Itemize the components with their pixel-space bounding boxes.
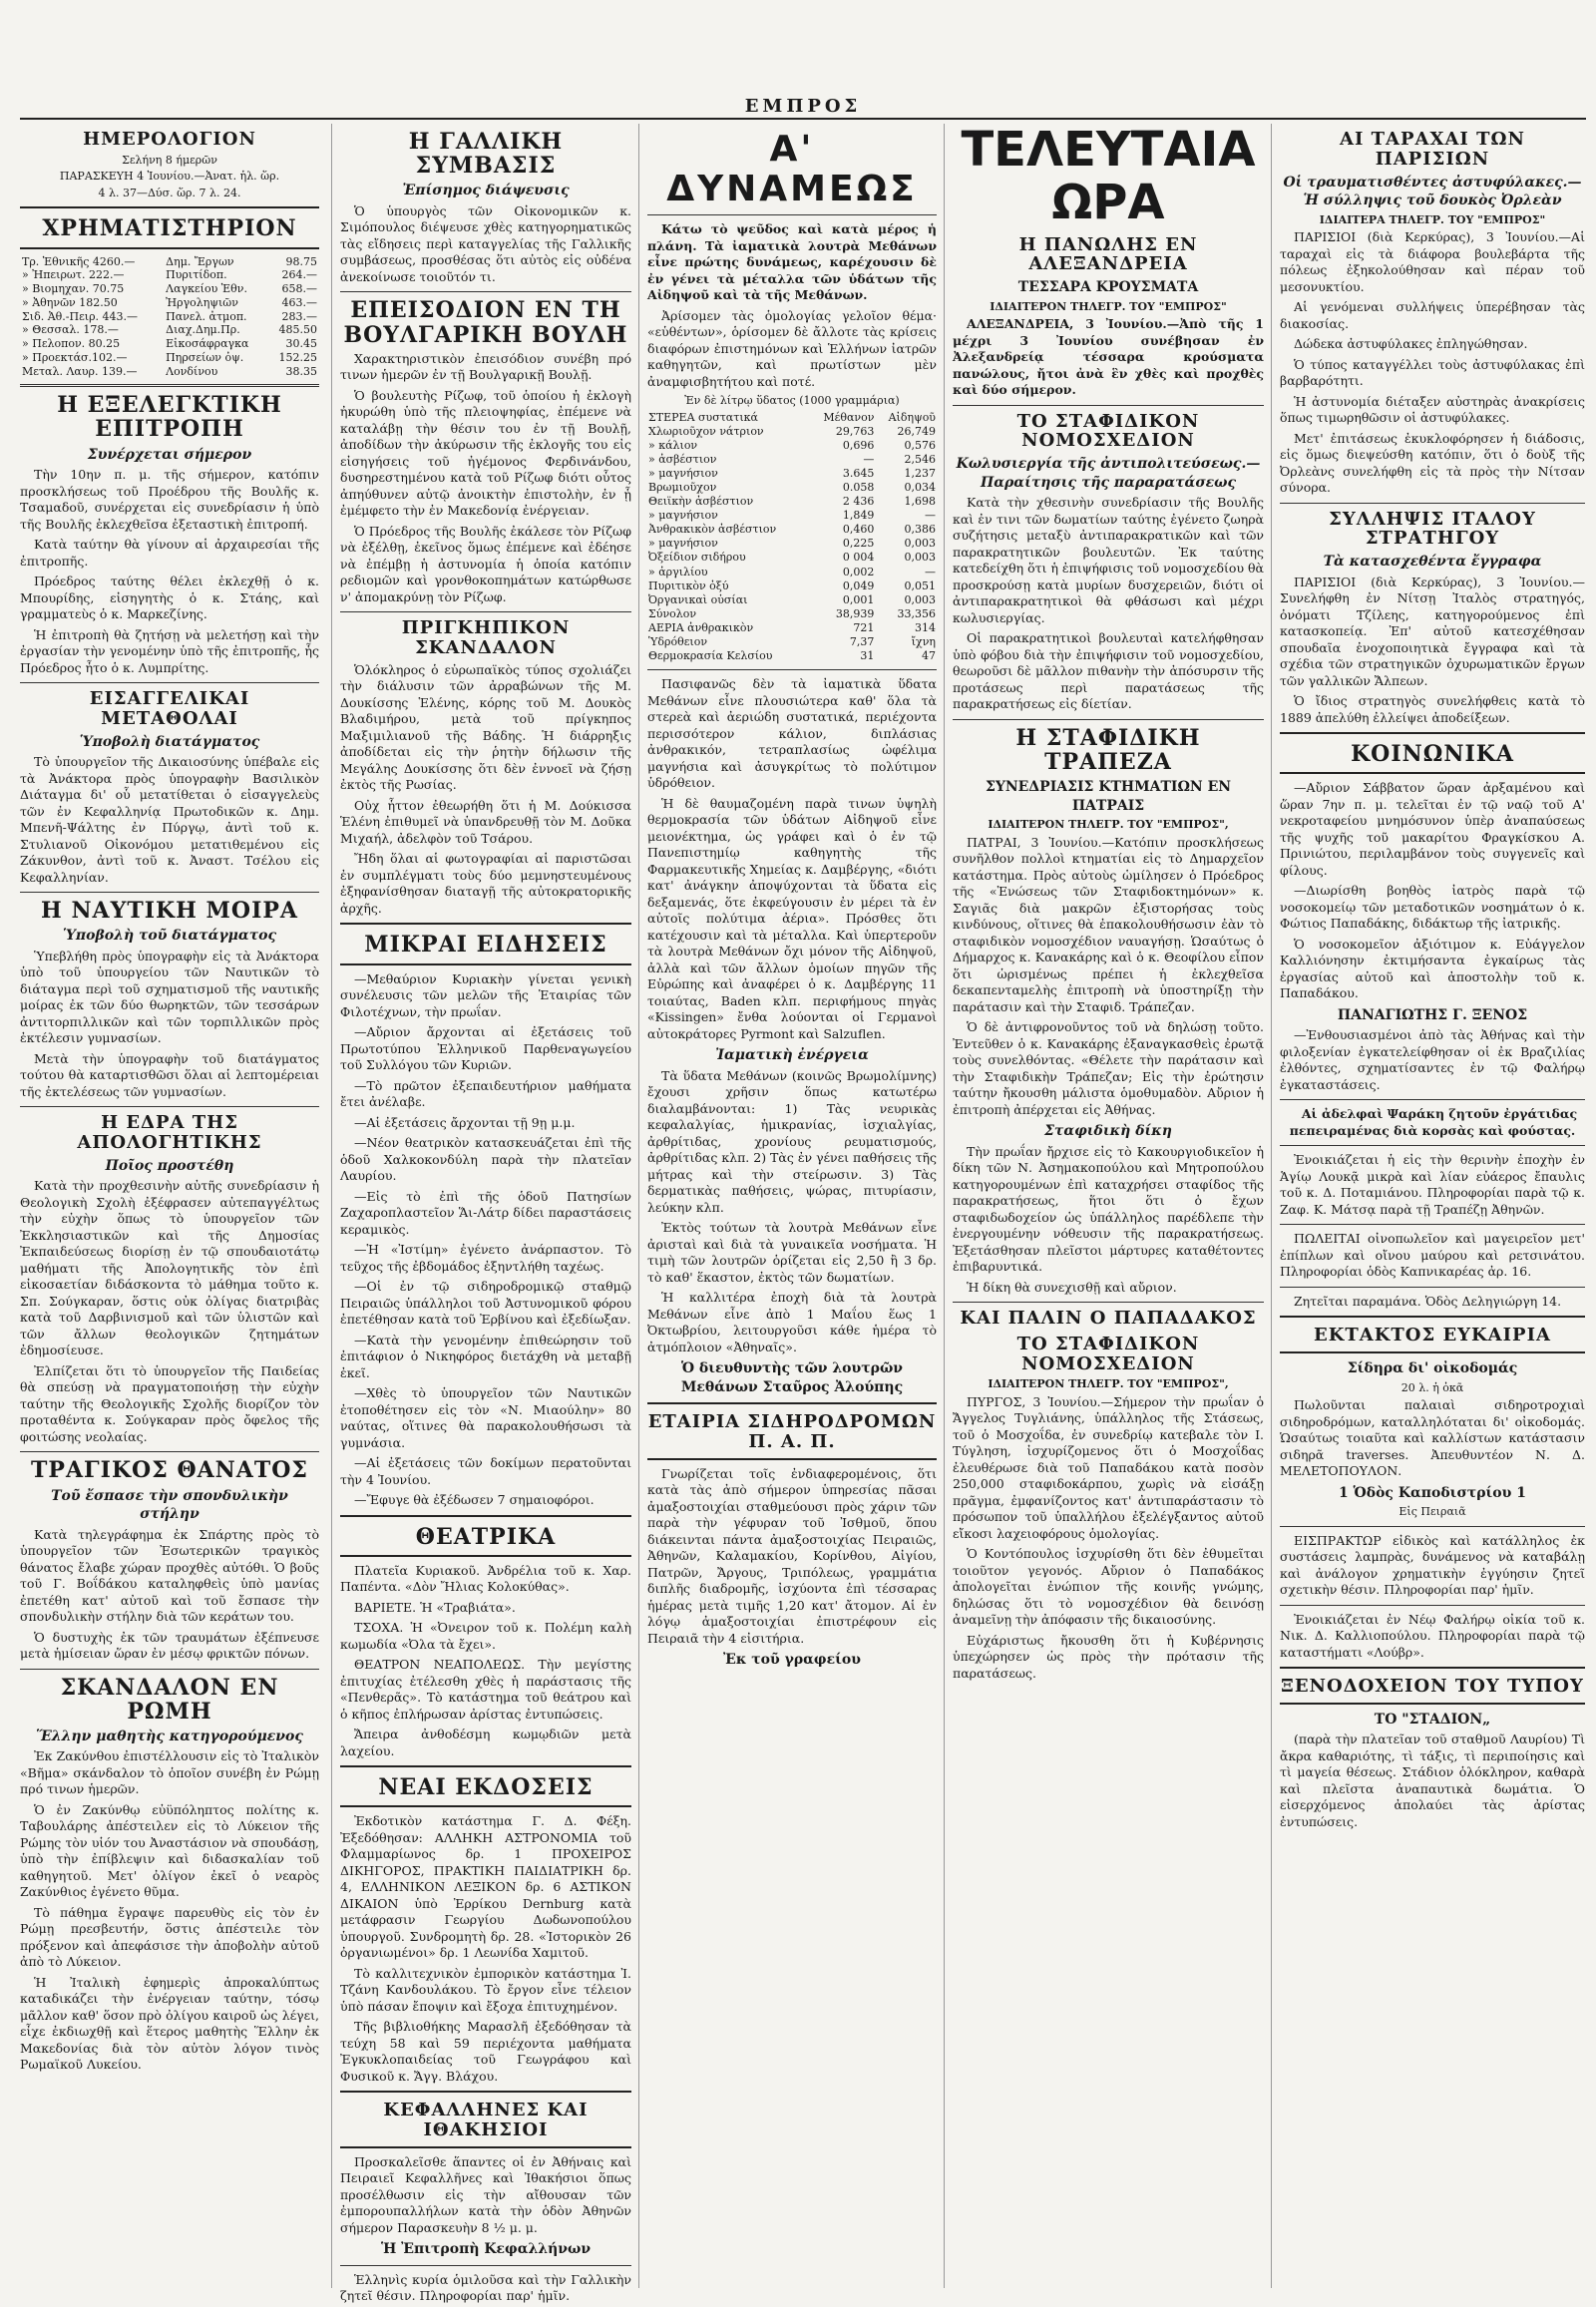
chem-cell: 0.058: [842, 481, 875, 495]
paragraph: Μετ' ἐπιτάσεως ἐκυκλοφόρησεν ἡ διάδοσις, εἰς ὅμως διεψεύσθη κατόπιν, ὅτι ὁ δοὺξ τῆς Ὀρλεὰνς συνελήφθη εἰς τὰ πρὸς τὴν Νίτσαν σύνορα.: [1280, 430, 1585, 496]
epeisodion-title: ΕΠΕΙΣΟΔΙΟΝ ΕΝ ΤΗ ΒΟΥΛΓΑΡΙΚΗ ΒΟΥΛΗ: [343, 297, 628, 348]
news-item: —Εἰς τὸ ἐπὶ τῆς ὁδοῦ Πατησίων Ζαχαροπλαστεῖον Ἅι-Λάτρ δίδει παραστάσεις κεραμικὸς.: [340, 1188, 631, 1237]
hemerologion-line: ΠΑΡΑΣΚΕΥΗ 4 Ἰουνίου.—Ἀνατ. ἡλ. ὥρ.: [59, 170, 280, 184]
classified-ad: Πωλοῦνται παλαιαὶ σιδηροτροχιαὶ σιδηροδρόμων, καταλληλόταται δι' οἰκοδομάς. Ὡσαύτως τοιαῦτα καὶ καλλίστων κατάστασιν σιδηρᾶ traverses. Ἀπευθυντέον Ν. Δ. ΜΕΛΕΤΟΠΟΥΛΟΝ.: [1280, 1397, 1585, 1479]
market-row: [20, 337, 319, 351]
paragraph: Ἐκ Ζακύνθου ἐπιστέλλουσιν εἰς τὸ Ἰταλικὸν «Βῆμα» σκάνδαλον τὸ ὁποῖον συνέβη ἐν Ρώμῃ πρό τινων ἡμερῶν.: [20, 1748, 319, 1797]
news-item: —Νέον θεατρικὸν κατασκευάζεται ἐπὶ τῆς ὁδοῦ Χαλκοκονδύλη παρὰ τὴν πλατεῖαν Λαυρίου.: [340, 1135, 631, 1183]
paragraph: —Αὔριον Σάββατον ὥραν ἀρξαμένου καὶ ὥραν 7ην π. μ. τελεῖται ἐν τῷ ναῷ τοῦ Α' νεκροταφείου μνημόσυνον ὑπὲρ ἀναπαύσεως τῆς ψυχῆς τοῦ μακαρίτου Φραγκίσκου Α. Πρινιώτου, περιλαμβάνον τοὺς συγγενεῖς καὶ φίλους.: [1280, 780, 1585, 878]
paragraph: Τῆς βιβλιοθήκης Μαρασλῆ ἐξεδόθησαν τὰ τεύχη 58 καὶ 59 περιέχοντα μαθήματα Ἐγκυκλοπαιδείας τοῦ Γεωγράφου καὶ Φυσικοῦ κ. Ἄγγ. Βλάχου.: [340, 2019, 631, 2084]
chem-row: [647, 551, 937, 565]
chem-row: [647, 566, 937, 579]
chem-cell: ΣΤΕΡΕΑ συστατικά: [648, 410, 758, 424]
paragraph: Εὐχάριστως ἤκουσθη ὅτι ἡ Κυβέρνησις ὑπεχώρησεν ὡς πρὸς τὴν πρότασιν τῆς παρατάσεως.: [953, 1632, 1264, 1681]
paragraph: Ἄπειρα ἀνθοδέσμη κωμῳδιῶν μετὰ λαχείου.: [340, 1727, 631, 1758]
news-item: —Κατὰ τὴν γενομένην ἐπιθεώρησιν τοῦ ἐπιτάφιον ὁ Νικηφόρος διετάχθη νὰ μεταβῇ ἐκεῖ.: [340, 1332, 631, 1380]
eukairia-subtitle: Σίδηρα δι' οἰκοδομάς: [1347, 1360, 1518, 1377]
chem-cell: 2 436: [842, 495, 875, 509]
market-table: [20, 255, 319, 379]
market-row: [20, 296, 319, 310]
chem-cell: 0,696: [842, 438, 875, 452]
chem-cell: 0,001: [842, 592, 875, 606]
chem-cell: Σύνολον: [648, 606, 697, 620]
agency-line: ΙΔΙΑΙΤΕΡΟΝ ΤΗΛΕΓΡ. ΤΟΥ "ΕΜΠΡΟΣ",: [988, 818, 1229, 832]
chem-cell: 0,003: [904, 551, 936, 565]
paragraph: Τὴν πρωΐαν ἤρχισε εἰς τὸ Κακουργιοδικεῖον ἡ δίκη τῶν Ν. Ἀσημακοπούλου καὶ Μητροπούλου κατηγορουμένων ἐπὶ καταχρήσει σταφίδος τῆς παρακρατήσεως, ἥτοι ὅτι ὁ ἔχων σταφιδωδοχείον ὡς ὑπάλληλος παρέδλεπε τὴν ἐνεργουμένην νόθευσιν τῆς παρακρατήσεως. Ἐξετάσθησαν πλεῖστοι μάρτυρες καταθέτοντες ἐπιβαρυντικά.: [953, 1143, 1264, 1274]
trapeza-title: Η ΣΤΑΦΙΔΙΚΗ ΤΡΑΠΕΖΑ: [1015, 724, 1201, 775]
paragraph: Ὁ ὑπουργὸς τῶν Οἰκονομικῶν κ. Σιμόπουλος διέψευσε χθὲς κατηγορηματικῶς τὰς εἴδησεις περὶ καταγγελίας τῆς Γαλλικῆς συμβάσεως, προσθέσας ὅτι αὐτὸς εἰς οὐδένα ἀνεκοίνωσε τοιοῦτόν τι.: [340, 202, 631, 284]
chem-row: [647, 425, 937, 439]
adelfai-notice: Αἱ ἀδελφαὶ Ψαράκη ζητοῦν ἐργάτιδας πεπειραμένας διὰ κορσὰς καὶ φούστας.: [1289, 1106, 1578, 1138]
column-1: [20, 124, 327, 2288]
paragraph: Ὁ δὲ ἀντιφρονοῦντος τοῦ νὰ δηλώσῃ τοῦτο. Ἐντεῦθεν ὁ κ. Κανακάρης ἐξαναγκασθεὶς ἐρωτᾷ τοὺς συνελθόντας. «Θέλετε τὴν παράτασιν καὶ τὴν Σταφιδικὴν Τράπεζαν; Εἰς τὴν ἐρώτησιν ταύτην ἤκουσθη μάλιστα ὁμοθυμαδὸν. Αὔριον ἡ ἐπιτροπὴ ἀπέρχεται εἰς Ἀθήνας.: [953, 1019, 1264, 1117]
palin-title-2: ΤΟ ΣΤΑΦΙΔΙΚΟΝ ΝΟΜΟΣΧΕΔΙΟΝ: [1016, 1333, 1200, 1374]
agency-line: ΙΔΙΑΙΤΕΡΟΝ ΤΗΛΕΓΡ. ΤΟΥ "ΕΜΠΡΟΣ",: [988, 1377, 1229, 1391]
chem-row: [647, 621, 937, 635]
chem-cell: Ὀργανικαὶ οὐσίαι: [648, 592, 748, 606]
chem-cell: » μαγνήσιον: [648, 537, 718, 551]
paragraph: Ἡ καλλιτέρα ἐποχὴ διὰ τὰ λουτρὰ Μεθάνων εἶνε ἀπὸ 1 Μαΐου ἕως 1 Ὀκτωβρίου, λειτουργοῦσι κάθε ἡμέρα τὸ ἀτμόπλοιον «Ἀθηναῖς».: [647, 1290, 937, 1354]
market-cell: 38.35: [285, 364, 317, 378]
market-row: [20, 323, 319, 337]
market-cell: Λονδίνου: [166, 364, 218, 378]
paragraph: ΠΑΡΙΣΙΟΙ (διὰ Κερκύρας), 3 Ἰουνίου.— Συνελήφθη ἐν Νίτσῃ Ἰταλὸς στρατηγός, ὀνόματι Τζίλεης, κατηγορούμενος ἐπὶ κατασκοπείᾳ. Ἐπ' αὐτοῦ κατεσχέθησαν σπουδαῖα ἐνοχοποιητικὰ ἔγγραφα καὶ τὰ σχέδια τῶν στρατηγικῶν ὀχυρωματικῶν ἔργων τῶν γαλλικῶν Ἄλπεων.: [1280, 574, 1585, 688]
pringipikon-title: ΠΡΙΓΚΗΠΙΚΟΝ ΣΚΑΝΔΑΛΟΝ: [401, 617, 571, 659]
news-item: —Αἱ ἐξετάσεις τῶν δοκίμων περατοῦνται τὴν 4 Ἰουνίου.: [340, 1455, 631, 1487]
market-cell: 98.75: [285, 254, 317, 268]
agency-line: ΙΔΙΑΙΤΕΡΟΝ ΤΗΛΕΓΡ. ΤΟΥ "ΕΜΠΡΟΣ": [990, 299, 1227, 313]
gallia-subtitle: Ἐπίσημος διάψευσις: [402, 183, 570, 199]
market-cell: 463.—: [281, 295, 317, 309]
news-item: —Χθὲς τὸ ὑπουργεῖον τῶν Ναυτικῶν ἐτοποθέτησεν εἰς τὸν «Ν. Μιαούλην» 80 ναύτας, οἵτινες θὰ παρακολουθήσωσι τὰ γυμνάσια.: [340, 1385, 631, 1450]
taraxai-subtitle: Οἱ τραυματισθέντες ἀστυφύλακες.—Ἡ σύλληψις τοῦ δουκὸς Ὀρλεὰν: [1283, 174, 1582, 209]
paragraph: Ἀρίσομεν τὰς ὁμολογίας γελοῖον θέμα· «εὑθέντων», ὁρίσομεν δὲ ἄλλοτε τὰς κρίσεις διαφόρων ἐπιστημόνων καὶ Ἑλλήνων ἰατρῶν καθηγητῶν, καὶ πρωτίστων μὲν ἀναμφισβητήτου καὶ ποτέ.: [647, 307, 937, 389]
chem-cell: 314: [915, 620, 936, 634]
paragraph: Αἱ γενόμεναι συλλήψεις ὑπερέβησαν τὰς διακοσίας.: [1280, 299, 1585, 331]
market-cell: Δημ. Ἔργων: [166, 254, 234, 268]
paragraph: Οἱ παρακρατητικοὶ βουλευταὶ κατελήφθησαν ὑπὸ φόβου διὰ τὴν ἐπιψήφισιν τοῦ νομοσχεδίου, θεωροῦσι δὲ μᾶλλον πιθανὴν τὴν ἀπόσυρσιν τῆς προτάσεως περὶ παρατάσεως τῆς παρακρατήσεως εἰς δίετίαν.: [953, 630, 1264, 712]
paragraph: Πλατεῖα Κυριακοῦ. Ἀνδρέλια τοῦ κ. Χαρ. Παπέντα. «Δὸν Ἤλιας Κολοκύθας».: [340, 1562, 631, 1595]
market-cell: » Θεσσαλ. 178.—: [22, 323, 119, 337]
chem-cell: 0,003: [904, 537, 936, 551]
chem-cell: 0,576: [904, 438, 936, 452]
chem-cell: » ἀργιλίου: [648, 565, 708, 578]
chem-row: [647, 649, 937, 663]
chem-cell: —: [863, 452, 875, 466]
paragraph: Ὁ τύπος καταγγέλλει τοὺς ἀστυφύλακας ἐπὶ βαρβαρότητι.: [1280, 356, 1585, 389]
market-cell: Πανελ. ἀτμοπ.: [166, 309, 247, 323]
chem-row: [647, 593, 937, 607]
paragraph: Ἐκδοτικὸν κατάστημα Γ. Δ. Φέξη. Ἐξεδόθησαν: ΑΛΛΗΚΗ ΑΣΤΡΟΝΟΜΙΑ τοῦ Φλαμμαρίωνος δρ. 1 ΠΡΟΧΕΙΡΟΣ ΔΙΚΗΓΟΡΟΣ, ΠΡΑΚΤΙΚΗ ΠΑΙΔΙΑΤΡΙΚΗ δρ. 4, ΕΛΛΗΝΙΚΟΝ ΛΕΞΙΚΟΝ δρ. 6 ΑΣΤΙΚΟΝ ΔΙΚΑΙΟΝ ὑπὸ Ἐρρίκου Dernburg κατὰ μετάφρασιν Γεωργίου Δωδωνοπούλου ὑπουργοῦ. Συνδρομητὴ δρ. 28. «Ἱστορικὸν 26 ὀργανιωμένοι» δρ. 1 Λεωνίδα Χαμιτοῦ.: [340, 1813, 631, 1961]
market-cell: » Ἠπειρωτ. 222.—: [22, 268, 125, 282]
paragraph: ΠΑΤΡΑΙ, 3 Ἰουνίου.—Κατόπιν προσκλήσεως συνῆλθον πολλοὶ κτηματίαι εἰς τὸ Δημαρχεῖον κατάστημα. Πρὸς αὐτοὺς ὡμίλησεν ὁ Πρόεδρος τῆς «Ἑνώσεως τῶν Σταφιδοκτημόνων» κ. Σαγιᾶς διὰ μακρῶν ἐξιστορήσας τοὺς κινδύνους, οἵτινες θὰ ἐπακολουθήσωσιν ἐὰν τὸ σταφιδικὸν νομοσχέδιον ναυαγήσῃ. Ὡσαύτως ὁ Δήμαρχος κ. Κανακάρης καὶ ὁ κ. Θεοφίλου εἶπον ὅτι ὡρισμένως πρέπει ἡ ἐκλεχθεῖσα δεκαπενταμελὴς ἐπιτροπὴ νὰ ὑποστηρίξῃ τὴν παράτασιν καὶ τὴν Σταφιδ. Τράπεζαν.: [953, 834, 1264, 1014]
paragraph: Τὴν 10ην π. μ. τῆς σήμερον, κατόπιν προσκλήσεως τοῦ Προέδρου τῆς Βουλῆς κ. Τσαμαδοῦ, συνέρχεται εἰς συνεδρίασιν ἡ ὑπὸ τῆς Βουλῆς ἐκλεχθεῖσα ἐξεταστικὴ ἐπιτροπή.: [20, 467, 319, 532]
news-item: —Οἱ ἐν τῷ σιδηροδρομικῷ σταθμῷ Πειραιῶς ὑπάλληλοι τοῦ Ἀστυνομικοῦ φόρου ἐπετέθησαν κατὰ τοῦ Ἐρβίνου καὶ ἐξεδίωξαν.: [340, 1279, 631, 1327]
market-cell: Πυριτίδοπ.: [166, 268, 227, 282]
sylipsis-title: ΣΥΛΛΗΨΙΣ ΙΤΑΛΟΥ ΣΤΡΑΤΗΓΟΥ: [1329, 508, 1536, 550]
market-cell: 30.45: [285, 337, 317, 351]
masthead-title: ΕΜΠΡΟΣ: [744, 96, 862, 117]
paragraph: Προσκαλεῖσθε ἅπαντες οἱ ἐν Ἀθήναις καὶ Πειραιεῖ Κεφαλλῆνες καὶ Ἰθακήσιοι ὅπως προσέλθωσιν εἰς τὴν αἴθουσαν τῶν ἐμπορουπαλλήλων κατὰ τὴν ὁδὸν Ἀθηνῶν σήμερον Παρασκευὴν 8 ½ μ. μ.: [340, 2153, 631, 2235]
classified-ad: ΕΙΣΠΡΑΚΤΩΡ εἰδικὸς καὶ κατάλληλος ἐκ συστάσεις λαμπρὰς, δυνάμενος νὰ καταβάλῃ καὶ ἀνάλογον χρηματικὴν ἐγγύησιν ζητεῖ σχετικὴν θέσιν. Πληροφορίαι παρ' ἡμῖν.: [1280, 1532, 1585, 1598]
market-cell: 485.50: [278, 323, 317, 337]
romi-subtitle: Ἕλλην μαθητὴς κατηγορούμενος: [36, 1728, 303, 1744]
teleutaia-title: ΤΕΛΕΥΤΑΙΑ ΩΡΑ: [961, 122, 1256, 230]
chem-cell: Αἰδηψοῦ: [888, 410, 936, 424]
panolis-title: Η ΠΑΝΩΛΗΣ ΕΝ ΑΛΕΞΑΝΔΡΕΙΑ: [1018, 233, 1198, 275]
chem-row: [647, 411, 937, 425]
chem-cell: 1,237: [904, 467, 936, 481]
chem-row: [647, 481, 937, 495]
paragraph: Ἡ Ἰταλικὴ ἐφημερὶς ἀπροκαλύπτως καταδικάζει τὴν ἐνέργειαν ταύτην, τόσῳ μᾶλλον καθ' ὅσον πρὸ ὀλίγου καιροῦ ὡς λέγει, εἶχε ἐκδιωχθῇ καὶ ἕτερος μαθητὴς Ἕλλην ἐκ Μακεδονίας διὰ τὸν αὐτὸν λόγον τινὸς Ρωμαϊκοῦ Λυκείου.: [20, 1974, 319, 2073]
chem-cell: 0,034: [904, 481, 936, 495]
news-item: —Ἔφυγε θὰ ἐξέδωσεν 7 σημαιοφόροι.: [354, 1492, 595, 1507]
chem-row: [647, 453, 937, 467]
paragraph: —Διωρίσθη βοηθὸς ἰατρὸς παρὰ τῷ νοσοκομείῳ τῶν μεταδοτικῶν νοσημάτων ὁ κ. Φώτιος Παπαδάκης, διδάκτωρ τῆς ἰατρικῆς.: [1280, 883, 1585, 932]
paragraph: Κατὰ τηλεγράφημα ἐκ Σπάρτης πρὸς τὸ ὑπουργεῖον τῶν Ἐσωτερικῶν τραγικὸς θάνατος ἔλαβε χώραν προχθὲς αὐτόθι. Ὁ βοῦς τοῦ Γ. Βοΐδάκου καταληφθεὶς ὑπὸ μανίας ἐπετέθη κατ' αὐτοῦ καὶ τοῦ ἔσπασε τὴν σπονδυλικὴν στήλην διὰ τῶν κεράτων του.: [20, 1526, 319, 1625]
edra-title: Η ΕΔΡΑ ΤΗΣ ΑΠΟΛΟΓΗΤΙΚΗΣ: [77, 1112, 262, 1154]
chem-cell: Πυριτικὸν ὀξύ: [648, 578, 729, 592]
chem-cell: 26,749: [897, 424, 936, 438]
tragikos-title: ΤΡΑΓΙΚΟΣ ΘΑΝΑΤΟΣ: [31, 1457, 308, 1484]
chem-cell: 3.645: [842, 467, 875, 481]
paragraph: ΠΥΡΓΟΣ, 3 Ἰουνίου.—Σήμερον τὴν πρωΐαν ὁ Ἄγγελος Τυγλιάνης, ὑπάλληλος τῆς Στάσεως, τοῦ ὁ Μοσχοΐδα, ἐν συνεδρίῳ κατεβαλε τὸν Ι. Τύγληση, ἰσχυρίζομενος ὅτι ὁ Μοσχοΐδας ἐλευθέρωσε διὰ τοῦ Παπαδάκου κατὰ ποσὸν 250,000 σταφιδοκάρπου, χωρὶς νὰ εἰσάξῃ πρᾶγμα, ἐμφανίζοντος κατ' ἀντιπαράστασιν τὸ πρόσωπον τοῦ ὑπαλλήλου ἐξελέγξαντος αὐτοῦ εἴκοσι λαχειοφόρους ὁμολογίας.: [953, 1393, 1264, 1541]
paragraph: ΒΑΡΙΕΤΕ. Ἡ «Τραβιάτα».: [354, 1599, 516, 1615]
mikrai-title: ΜΙΚΡΑΙ ΕΙΔΗΣΕΙΣ: [364, 932, 607, 959]
chem-cell: 38,939: [835, 606, 875, 620]
chem-cell: Ὑδρόθειον: [648, 634, 708, 648]
eukairia-address: 1 Ὁδὸς Καποδιστρίου 1: [1339, 1484, 1526, 1501]
paragraph: Τὸ ὑπουργεῖον τῆς Δικαιοσύνης ὑπέβαλε εἰς τὰ Ἀνάκτορα πρὸς ὑπογραφὴν Βασιλικὸν Διάταγμα δι' οὗ μετατίθεται ὁ εἰσαγγελεὺς τῶν ἐν Κεφαλληνίᾳ Πρωτοδικῶν κ. Δημ. Μπενῆ-Ψάλτης ἐν Πύργῳ, ἀντὶ τοῦ κ. Στυλιανοῦ Οἰκονόμου μετατιθεμένου εἰς Ζάκυνθον, ἀντὶ τοῦ κ. Ἀναστ. Τσέλου εἰς Κεφαλληνίαν.: [20, 754, 319, 885]
paragraph: Οὐχ ἧττον ἐθεωρήθη ὅτι ἡ Μ. Δούκισσα Ἑλένη ἐπιθυμεῖ νὰ ὑπανδρευθῇ τὸν Μ. Δοῦκα Μιχαήλ, ἀδελφὸν τοῦ Τσάρου.: [340, 797, 631, 846]
news-item: —Ἡ «Ἰστίμη» ἐγένετο ἀνάρπαστον. Τὸ τεῦχος τῆς ἐβδομάδος ἐξηντλήθη ταχέως.: [340, 1242, 631, 1274]
chem-cell: Θειϊκὴν ἀσβέστιον: [648, 495, 754, 509]
iamatiki-subtitle: Ἰαματικὴ ἐνέργεια: [715, 1047, 869, 1064]
market-cell: Σιδ. Ἀθ.-Πειρ. 443.—: [22, 309, 139, 323]
diki-subtitle: Σταφιδικὴ δίκη: [1044, 1123, 1172, 1140]
chem-cell: » μαγνήσιον: [648, 467, 718, 481]
paragraph: Χαρακτηριστικὸν ἐπεισόδιον συνέβη πρό τινων ἡμερῶν ἐν τῇ Βουλγαρικῇ Βουλῇ.: [340, 350, 631, 383]
news-item: —Μεθαύριον Κυριακὴν γίνεται γενικὴ συνέλευσις τῶν μελῶν τῆς Ἑταιρίας τῶν Φιλοτέχνων, τὴν πρωΐαν.: [340, 970, 631, 1019]
hemerologion-line: Σελήνη 8 ήμερῶν: [122, 153, 217, 167]
koinonika-sign: ΠΑΝΑΓΙΩΤΗΣ Γ. ΞΕΝΟΣ: [1337, 1006, 1528, 1023]
chem-caption: Ἐν δὲ λίτρῳ ὕδατος (1000 γραμμάρια): [684, 394, 900, 408]
paragraph: Μετὰ τὴν ὑπογραφὴν τοῦ διατάγματος τούτου θὰ καταρτισθῶσι ὅλαι αἱ λεπτομέρειαι τῆς ἐκτελέσεως τῶν γυμνασίων.: [20, 1050, 319, 1099]
eukairia-title: ΕΚΤΑΚΤΟΣ ΕΥΚΑΙΡΙΑ: [1314, 1325, 1551, 1346]
theatrika-title: ΘΕΑΤΡΙΚΑ: [415, 1523, 557, 1550]
chem-row: [647, 467, 937, 481]
chem-cell: 721: [853, 620, 875, 634]
paragraph: Ὁλόκληρος ὁ εὐρωπαϊκὸς τύπος σχολιάζει τὴν διάλυσιν τῶν ἀρραβώνων τῆς Μ. Δουκίσσης Ἑλένης, κόρης τοῦ Μ. Δουκὸς Βλαδιμήρου, μετὰ τοῦ πρίγκηπος Μαξιμιλιανοῦ τῆς Βάδης. Ἡ διάρρηξις ἀποδίδεται εἰς τὴν ῥητὴν δήλωσιν τῆς Μεγάλης Δουκίσσης ὅτι δὲν ἐννοεῖ νὰ ζήσῃ ἐκτὸς τῆς Ρωσίας.: [340, 661, 631, 793]
chem-cell: » ἀσβέστιον: [648, 452, 717, 466]
taraxai-title: ΑΙ ΤΑΡΑΧΑΙ ΤΩΝ ΠΑΡΙΣΙΩΝ: [1339, 129, 1525, 170]
nautiki-subtitle: Ὑποβολὴ τοῦ διατάγματος: [63, 928, 276, 945]
etairia-title: ΕΤΑΙΡΙΑ ΣΙΔΗΡΟΔΡΟΜΩΝ Π. Α. Π.: [647, 1411, 937, 1452]
chem-cell: 0,049: [842, 578, 875, 592]
panolis-subtitle: ΤΕΣΣΑΡΑ ΚΡΟΥΣΜΑΤΑ: [1017, 279, 1199, 296]
chem-row: [647, 579, 937, 593]
market-cell: Πηρσείων ὀψ.: [166, 350, 244, 364]
classified-ad: ΠΩΛΕΙΤΑΙ οἰνοπωλεῖον καὶ μαγειρεῖον μετ' ἐπίπλων καὶ οἴνου μαύρου καὶ ρετσινάτου. Πληροφορίαι ὁδὸς Καπνικαρέας ἀρ. 16.: [1280, 1231, 1585, 1280]
classified-ad: Ζητεῖται παραμάνα. Ὁδὸς Δεληγιώργη 14.: [1294, 1293, 1562, 1309]
chem-row: [647, 495, 937, 509]
chem-cell: 0,003: [904, 592, 936, 606]
chem-cell: 47: [922, 649, 936, 663]
paragraph: Δώδεκα ἀστυφύλακες ἐπληγώθησαν.: [1294, 336, 1528, 352]
paragraph: Ὁ βουλευτὴς Ρίζωφ, τοῦ ὁποίου ἡ ἐκλογὴ ἠκυρώθη ὑπὸ τῆς πλειοψηφίας, ἐπέμενε νὰ καταλάβῃ τὴν θέσιν του ἐν τῇ Βουλῇ, ἀποδίδων τὴν ἀκύρωσιν τῆς ἐκλογῆς του εἰς εἰσηγήσεις τοῦ ἠγέμονος Φερδινάνδου, δυσηρεστημένου κατὰ τοῦ Ρίζωφ διότι οὗτος ἀπηύθυνεν αὐτῷ ἀνοικτὴν ἐπιστολὴν, ἐν ᾗ ἐμέμφετο τὴν ἐν Μακεδονίᾳ ἐνέργειαν.: [340, 387, 631, 519]
chem-row: [647, 635, 937, 649]
stafidikon-subtitle: Κωλυσιεργία τῆς ἀντιπολιτεύσεως.—Παραίτησις τῆς παραρατάσεως: [956, 456, 1261, 491]
edra-subtitle: Ποῖος προστέθη: [105, 1157, 234, 1174]
etairia-sign: Ἐκ τοῦ γραφείου: [723, 1652, 861, 1669]
column-4: [944, 124, 1272, 2288]
epitropi-title: Η ΕΞΕΛΕΓΚΤΙΚΗ ΕΠΙΤΡΟΠΗ: [57, 392, 282, 443]
stafidikon-title: ΤΟ ΣΤΑΦΙΔΙΚΟΝ ΝΟΜΟΣΧΕΔΙΟΝ: [1016, 410, 1200, 452]
chem-cell: ΑΕΡΙΑ ἀνθρακικὸν: [648, 620, 754, 634]
market-cell: Εἰκοσάφραγκα: [166, 337, 249, 351]
classified-ad: Ἐνοικιάζεται ἡ εἰς τὴν θερινὴν ἐποχὴν ἐν Ἁγίῳ Λουκᾷ μικρὰ καὶ λίαν εὐάερος ἔπαυλις τοῦ κ. Δ. Ποταμιάνου. Πληροφορίαι παρὰ τῷ κ. Ζαφ. Κ. Μάτσᾳ παρὰ τῇ Τραπέζῃ Ἀθηνῶν.: [1280, 1152, 1585, 1217]
paragraph: ΑΛΕΞΑΝΔΡΕΙΑ, 3 Ἰουνίου.—Ἀπὸ τῆς 1 μέχρι 3 Ἰουνίου συνέβησαν ἐν Ἀλεξανδρείᾳ τέσσαρα κρούσματα πανώλους, ἤτοι ἀνὰ ἓν χθὲς καὶ προχθὲς καὶ δύο σήμερον.: [953, 316, 1264, 398]
paragraph: Ὁ δυστυχὴς ἐκ τῶν τραυμάτων ἐξέπνευσε μετὰ ἡμίσειαν ὥραν ἐν μέσῳ φρικτῶν πόνων.: [20, 1629, 319, 1662]
paragraph: Τὰ ὕδατα Μεθάνων (κοινῶς Βρωμολίμνης) ἔχουσι χρῆσιν ὅπως κατωτέρω διαλαμβάνονται: 1) Τὰς νευρικὰς κεφαλαλγίας, ἡμικρανίας, ἰσχιαλγίας, ἀρθρίτιδας, χρονίους ρευματισμούς, ἀρθρίτιδας κλπ. 2) Τὰς ἐν γένει παθήσεις τῆς μήτρας καὶ τὴν στείρωσιν. 3) Τὰς δερματικὰς παθήσεις, ψώρας, πιτυρίασιν, λεύκην κλπ.: [647, 1067, 937, 1215]
paragraph: Ἐλπίζεται ὅτι τὸ ὑπουργεῖον τῆς Παιδείας θὰ σπεύσῃ νὰ πραγματοποιήσῃ τὴν εὐχὴν ταύτην τῆς Θεολογικῆς Σχολῆς διορίζον τὸν προταθέντα κ. Σούγκαραν πρὸς ὄφελος τῆς φοιτώσης νεολαίας.: [20, 1362, 319, 1444]
palin-title: ΚΑΙ ΠΑΛΙΝ Ο ΠΑΠΑΔΑΚΟΣ: [960, 1308, 1257, 1329]
paragraph: —Ἐνθουσιασμένοι ἀπὸ τὰς Ἀθήνας καὶ τὴν φιλοξενίαν ἐγκατελείφθησαν οἱ ἐκ Βραζιλίας ἐλθόντες, σχηματίσαντες ἐν τῷ Φαλήρῳ ἐγκαταστάσεις.: [1280, 1027, 1585, 1092]
chem-cell: » κάλιον: [648, 438, 698, 452]
market-row: [20, 268, 319, 282]
paragraph: Κατὰ τὴν προχθεσινὴν αὐτῆς συνεδρίασιν ἡ Θεολογικὴ Σχολὴ ἐξέφρασεν αὐτεπαγγέλτως τὴν εὐχὴν ὅπως τὸ ὑπουργεῖον τῶν Ἐκκλησιαστικῶν καὶ τῆς Δημοσίας Ἐκπαιδεύσεως διορίσῃ ἐν τῷ σπουδαιοτάτῳ μαθήματι τῆς Ἀπολογητικῆς τὸν ἐπὶ εἰκοσαετίαν διδάσκοντα τὸ μάθημα τοῦτο κ. Σπ. Σούγκαραν, ὅστις οὐκ ὀλίγας διατριβὰς κατὰ τοῦ Δαρβινισμοῦ καὶ τῶν ὑλιστῶν καὶ τῶν ἄλλων θεολογικῶν ζητημάτων ἐδημοσίευσε.: [20, 1178, 319, 1358]
paragraph: Ἤδη ὅλαι αἱ φωτογραφίαι αἱ παριστῶσαι ἐν συμπλέγματι τοὺς δύο μεμνηστευμένους ἐξηφανίσθησαν διαταγῇ τῆς αὐτοκρατορικῆς ἀρχῆς.: [340, 851, 631, 916]
market-cell: Τρ. Ἐθνικῆς 4260.—: [22, 254, 136, 268]
chem-cell: ἴχνη: [911, 634, 936, 648]
agency-line: ΙΔΙΑΙΤΕΡΑ ΤΗΛΕΓΡ. ΤΟΥ "ΕΜΠΡΟΣ": [1319, 212, 1546, 226]
paragraph: Ὁ νοσοκομεῖον ἀξιότιμον κ. Εὐάγγελον Καλλιόνησην ἐκτιμήσαντα ἐγκαίρως τὰς ἐργασίας αὐτοῦ καὶ ἀποστολὴν τοῦ κ. Παπαδάκου.: [1280, 936, 1585, 1001]
xenodoxeion-subtitle: ΤΟ "ΣΤΑΔΙΟΝ„: [1374, 1711, 1491, 1728]
gallia-title: Η ΓΑΛΛΙΚΗ ΣΥΜΒΑΣΙΣ: [408, 129, 564, 180]
paragraph: Τὸ καλλιτεχνικὸν ἐμπορικὸν κατάστημα Ἰ. Τζάνη Κανδουλάκου. Τὸ ἔργον εἶνε τέλειον ὑπὸ πάσαν ἔποψιν καὶ ἔξοχα ἐπιτυχημένον.: [340, 1965, 631, 2014]
hemerologion-title: ΗΜΕΡΟΛΟΓΙΟΝ: [83, 129, 256, 150]
chem-row: [647, 537, 937, 551]
paragraph: Κατὰ τὴν χθεσινὴν συνεδρίασιν τῆς Βουλῆς καὶ ἐν τινι τῶν δωματίων ταύτης ἐγένετο ζωηρὰ συζήτησις μεταξὺ ἀντιπαρακρατικῶν καὶ τῶν παρακρατητικῶν βουλευτῶν. Ἐκ ταύτης κατεδείχθη ὅτι ἡ ἐπιψήφισις τοῦ νομοσχεδίου θὰ προσκρούσῃ κατὰ μυρίων δυσχερειῶν, διότι οἱ ἀντιπαρακρατητικοὶ θὰ φθάσωσι καὶ μέχρι κωλυσιεργίας.: [953, 495, 1264, 625]
chem-cell: Βρωμιοῦχον: [648, 481, 717, 495]
paragraph: Κάτω τὸ ψεῦδος καὶ κατὰ μέρος ἡ πλάνη. Τὰ ἰαματικὰ λουτρὰ Μεθάνων εἶνε πρώτης δυνάμεως, καρέχουσιν δὲ ἐν γένει τὰ μέταλλα τῶν ὑδάτων τῆς Αἰδηψοῦ καὶ τὰ τῆς Μεθάνων.: [647, 221, 937, 303]
paragraph: Ὁ Κοντόπουλος ἰσχυρίσθη ὅτι δὲν ἐθυμεῖται τοιοῦτον γεγονός. Αὔριον ὁ Παπαδάκος ἀπολογεῖται ἐνώπιον τῆς κοινῆς γνώμης, δηλώσας ὅτι τὸ νομοσχέδιον θὰ δεινόσῃ ἀναμεῖνῃ τὴν ἀπόφασιν τῆς δικαιοσύνης.: [953, 1546, 1264, 1628]
paragraph: Ὁ ἴδιος στρατηγὸς συνελήφθεις κατὰ τὸ 1889 ἀπελύθη ἐλλείψει ἀποδείξεων.: [1280, 693, 1585, 725]
masthead: [20, 96, 1586, 120]
paragraph: ΠΑΡΙΣΙΟΙ (διὰ Κερκύρας), 3 Ἰουνίου.—Αἱ ταραχαὶ εἰς τὰ διάφορα βουλεβάρτα τῆς πόλεως ἐξηκολούθησαν καὶ πέραν τοῦ μεσονυκτίου.: [1280, 229, 1585, 294]
newspaper-page: [20, 0, 1586, 2307]
chem-cell: Ἀνθρακικὸν ἀσβέστιον: [648, 523, 777, 537]
chem-cell: Χλωριοῦχον νάτριον: [648, 424, 764, 438]
market-row: [20, 365, 319, 379]
chem-cell: 0,225: [842, 537, 875, 551]
market-row: [20, 255, 319, 269]
column-5: [1271, 124, 1585, 2288]
market-cell: 264.—: [281, 268, 317, 282]
market-row: [20, 310, 319, 324]
chem-row: [647, 439, 937, 453]
epitropi-subtitle: Συνέρχεται σήμερον: [87, 446, 252, 463]
paragraph: Ὑπεβλήθη πρὸς ὑπογραφὴν εἰς τὰ Ἀνάκτορα ὑπὸ τοῦ ὑπουργείου τῶν Ναυτικῶν τὸ διάταγμα περὶ τοῦ σχηματισμοῦ τῆς ναυτικῆς μοίρας ἐκ τῶν δύο θωρηκτῶν, τῶν τεσσάρων ἀντιτορπιλλικῶν καὶ τῶν τορπιλλικῶν πρὸς ἐκτέλεσιν γυμνασίων.: [20, 948, 319, 1046]
eukairia-address-2: Εἰς Πειραιᾶ: [1398, 1505, 1466, 1519]
chem-cell: 31: [860, 649, 875, 663]
market-cell: 658.—: [281, 282, 317, 296]
column-2: [331, 124, 639, 2304]
chem-cell: 0,460: [842, 523, 875, 537]
trapeza-subtitle: ΣΥΝΕΔΡΙΑΣΙΣ ΚΤΗΜΑΤΙΩΝ ΕΝ ΠΑΤΡΑΙΣ: [985, 779, 1232, 814]
paragraph: Πρόεδρος ταύτης θέλει ἐκλεχθῇ ὁ κ. Μπουρίδης, εἰσηγητὴς ὁ κ. Στάης, καὶ γραμματεὺς ὁ κ. Μαρκεζίνης.: [20, 574, 319, 622]
chem-row: [647, 523, 937, 537]
paragraph: Ἐκτὸς τούτων τὰ λουτρὰ Μεθάνων εἶνε ἀρισταὶ καὶ διὰ τὰ γυναικεῖα νοσήματα. Ἡ τιμὴ τῶν λουτρῶν ὁρίζεται εἰς 2,50 ἢ 3 δρ. τὸ καθ' ἕκαστον, ἐκτὸς τῶν δωματίων.: [647, 1220, 937, 1285]
paragraph: Κατὰ ταύτην θὰ γίνουν αἱ ἀρχαιρεσίαι τῆς ἐπιτροπῆς.: [20, 537, 319, 569]
market-cell: Λαγκείου Ἐθν.: [166, 282, 247, 296]
chem-cell: 2,546: [904, 452, 936, 466]
hemerologion-line: 4 λ. 37—Δύσ. ὥρ. 7 λ. 24.: [98, 186, 241, 199]
news-item: —Τὸ πρῶτον ἐξεπαιδευτήριον μαθήματα ἔτει ἀνέλαβε.: [340, 1077, 631, 1109]
chem-cell: 0,002: [842, 565, 875, 578]
column-3: [638, 124, 945, 2288]
chem-cell: Μέθανον: [823, 410, 875, 424]
paragraph: ΤΣΟΧΑ. Ἡ «Ὀνειρον τοῦ κ. Πολέμη καλὴ κωμωδία «Ὀλα τὰ ἔχει».: [340, 1620, 631, 1652]
paragraph: Ἡ δὲ θαυμαζομένη παρὰ τινων ὑψηλὴ θερμοκρασία τῶν ὑδάτων Αἰδηψοῦ εἶνε μειονέκτημα, ὡς γράφει καὶ ὁ ἐν τῷ Πανεπιστημίῳ καθηγητὴς τῆς Φαρμακευτικῆς Χημείας κ. Δαμβέργης, «διότι κατ' ἀνάγκην ἀποψύχονται τὰ ὕδατα εἰς δεξαμενάς, ὅτε ἐκφεύγουσιν ἐν μέρει τὰ ἐν αὐτοῖς πολύτιμα ἀέρια». Πρόσθες ὅτι κατέχουσιν καὶ τὰ μέταλλα. Καὶ ὑπερτεροῦν τὰ λουτρὰ Μεθάνων ὄχι μόνον τῆς Αἰδηψοῦ, ἀλλὰ καὶ τῶν ἄλλων ὁμοίων πηγῶν τῆς Εὐρώπης καὶ ἀναφέρει ὁ κ. Δαμβέργης 11 τοιαύτας, Baden κλπ. περιφήμους πηγὰς «Kissingen» ἔνθα λούονται οἱ Γερμανοὶ αὐτοκράτορες Pyrmont καὶ Salzuflen.: [647, 795, 937, 1041]
paragraph: Ἡ ἐπιτροπὴ θὰ ζητήσῃ νὰ μελετήσῃ καὶ τὴν ἐργασίαν τὴν γενομένην ὑπὸ τῆς ἐπιτροπῆς, ἧς Πρόεδρος ἦτο ὁ κ. Λυμπρίτης.: [20, 626, 319, 675]
chem-cell: Θερμοκρασία Κελσίου: [648, 649, 773, 663]
news-item: —Αἱ ἐξετάσεις ἄρχονται τῇ 9ῃ μ.μ.: [354, 1114, 576, 1130]
market-cell: » Βιομηχαν. 70.75: [22, 282, 125, 296]
market-cell: Ἠργοληψιῶν: [166, 295, 238, 309]
news-item: —Αὔριον ἄρχονται αἱ ἐξετάσεις τοῦ Πρωτοτύπου Ἑλληνικοῦ Παρθεναγωγείου τοῦ Συλλόγου τῶν Κυριῶν.: [340, 1024, 631, 1072]
chem-cell: 0 004: [842, 551, 875, 565]
kefallines-sign: Ἡ Ἐπιτροπὴ Κεφαλλήνων: [380, 2241, 592, 2258]
chem-cell: 29,763: [835, 424, 875, 438]
neai-title: ΝΕΑΙ ΕΚΔΟΣΕΙΣ: [378, 1774, 594, 1801]
market-cell: 152.25: [278, 350, 317, 364]
kefallines-title: ΚΕΦΑΛΛΗΝΕΣ ΚΑΙ ΙΘΑΚΗΣΙΟΙ: [383, 2100, 589, 2141]
tragikos-subtitle: Τοῦ ἔσπασε τὴν σπονδυλικὴν στήλην: [51, 1487, 288, 1523]
market-title: ΧΡΗΜΑΤΙΣΤΗΡΙΟΝ: [42, 215, 297, 242]
paragraph: ΘΕΑΤΡΟΝ ΝΕΑΠΟΛΕΩΣ. Τὴν μεγίστης ἐπιτυχίας ἐτέλεσθη χθὲς ἡ παράστασις τῆς «Πενθερᾶς». Τὸ κατάστημα τοῦ θεάτρου καὶ ὁ κῆπος ἐπλήρωσαν ἀρίστας ἐντυπώσεις.: [340, 1657, 631, 1722]
chemistry-table: [647, 411, 937, 663]
chem-row: [647, 509, 937, 523]
paragraph: Γνωρίζεται τοῖς ἐνδιαφερομένοις, ὅτι κατὰ τὰς ἀπὸ σήμερον ὑπηρεσίας πᾶσαι ἀμαξοστοιχίαι σταθμεύουσι πρὸς χάριν τῶν παρὰ τὴν γέφυραν τοῦ Ἰσθμοῦ, ὅπου διάκεινται πάντα ἀμαξοστοιχίας Πειραιῶς, Ἀθηνῶν, Καλαμακίου, Κορίνθου, Αἰγίου, Πατρῶν, Ἄργους, Τριπόλεως, γραμμάτια διπλῆς διαδρομῆς, ἰσχύοντα ἐπὶ τέσσαρας ἡμέρας μετὰ τιμῆς 1,20 κατ' ἄτομον. Αἱ ἐν λόγῳ ἀμαξοστοιχίαι ἐπιστρέφουν εἰς Πειραιᾶ τὴν 4 εἰσιτήρια.: [647, 1465, 937, 1646]
dynameos-title: Α' ΔΥΝΑΜΕΩΣ: [666, 129, 918, 209]
sylipsis-subtitle: Τὰ κατασχεθέντα ἔγγραφα: [1323, 554, 1542, 571]
chem-cell: —: [925, 509, 936, 523]
market-cell: » Πελοπον. 80.25: [22, 337, 121, 351]
market-cell: 283.—: [281, 309, 317, 323]
market-row: [20, 282, 319, 296]
eukairia-price: 20 λ. ἡ ὀκᾶ: [1400, 1380, 1464, 1394]
market-cell: Διαχ.Δημ.Πρ.: [166, 323, 240, 337]
chem-cell: 0,386: [904, 523, 936, 537]
market-cell: Μεταλ. Λαυρ. 139.—: [22, 364, 138, 378]
eisaggel-subtitle: Ὑποβολὴ διατάγματος: [79, 733, 260, 750]
paragraph: Πασιφανῶς δὲν τὰ ἰαματικὰ ὕδατα Μεθάνων εἶνε πλουσιώτερα καθ' ὅλα τὰ στερεὰ καὶ ἀεριώδη συστατικά, περιέχοντα περισσότερον κάλιον, διπλάσιας ἀνθρακικόν, τετραπλασίως ὠφέλιμα μαγνήσια καὶ ἀσυγκρίτως τὸ πολύτιμον ὑδρόθειον.: [647, 676, 937, 791]
market-row: [20, 351, 319, 365]
chem-cell: Ὀξείδιον σιδήρου: [648, 551, 746, 565]
classified-ad: Ἐνοικιάζεται ἐν Νέῳ Φαλήρῳ οἰκία τοῦ κ. Νικ. Δ. Καλλιοπούλου. Πληροφορίαι παρὰ τῷ καταστήματι «Λούβρ».: [1280, 1611, 1585, 1660]
market-cell: » Ἀθηνῶν 182.50: [22, 295, 118, 309]
koinonika-title: ΚΟΙΝΩΝΙΚΑ: [1351, 741, 1514, 768]
chem-cell: 1,698: [904, 495, 936, 509]
xenodoxeion-title: ΞΕΝΟΔΟΧΕΙΟΝ ΤΟΥ ΤΥΠΟΥ: [1281, 1676, 1584, 1698]
chem-cell: 0,051: [904, 578, 936, 592]
chem-row: [647, 607, 937, 621]
paragraph: Ἑλληνὶς κυρία ὁμιλοῦσα καὶ τὴν Γαλλικὴν ζητεῖ θέσιν. Πληροφορίαι παρ' ἡμῖν.: [340, 2271, 631, 2304]
chem-cell: 7,37: [849, 634, 875, 648]
nautiki-title: Η ΝΑΥΤΙΚΗ ΜΟΙΡΑ: [41, 898, 298, 925]
paragraph: Ἡ ἀστυνομία διέταξεν αὐστηρὰς ἀνακρίσεις ὅπως τιμωρηθῶσιν οἱ ἀστυφύλακες.: [1280, 393, 1585, 426]
eisaggel-title: ΕΙΣΑΓΓΕΛΙΚΑΙ ΜΕΤΑΘΟΛΑΙ: [89, 688, 250, 729]
chem-cell: » μαγνήσιον: [648, 509, 718, 523]
chem-cell: 1,849: [842, 509, 875, 523]
paragraph: (παρὰ τὴν πλατεῖαν τοῦ σταθμοῦ Λαυρίου) Τὶ ἄκρα καθαριότης, τὶ τάξις, τὶ περιποίησις καὶ τὶ μαγεία θέσεως. Στάδιον ὁλόκληρον, καθαρὰ καὶ πλεῖστα ἀναπαυτικὰ δωμάτια. Ὁ εἰσερχόμενος ἀπολαύει τὰς ἀρίστας ἐντυπώσεις.: [1280, 1731, 1585, 1829]
paragraph: Ὁ ἐν Ζακύνθῳ εὐϋπόληπτος πολίτης κ. Ταβουλάρης ἀπέστειλεν εἰς τὸ Λύκειον τῆς Ρώμης τὸν υἱόν του Ἀναστάσιον νὰ σπουδάσῃ, ὑπὸ τὴν ἐπίβλεψιν καὶ διδασκαλίαν τοῦ καθηγητοῦ. Μετ' ὀλίγον ἐκεῖ ὁ νεαρὸς Ζακύνθιος ἐγένετο θῦμα.: [20, 1801, 319, 1900]
market-cell: » Προεκτάσ.102.—: [22, 350, 128, 364]
paragraph: Ὁ Πρόεδρος τῆς Βουλῆς ἐκάλεσε τὸν Ρίζωφ νὰ ἐξέλθῃ, ἐκεῖνος ὅμως ἐπέμενε καὶ ἐδέησε νὰ ἐπέμβῃ ἡ ἀστυνομία ἡ ὁποία κατόπιν ρεδιομῶν καὶ γρονθοκοπημάτων κατώρθωσε ν' ἀπομακρύνῃ τὸν Ρίζωφ.: [340, 523, 631, 604]
iamatiki-sign: Ὁ διευθυντὴς τῶν λουτρῶν Μεθάνων Σταῦρος Ἀλούπης: [680, 1360, 904, 1395]
paragraph: Τὸ πάθημα ἔγραψε παρευθὺς εἰς τὸν ἐν Ρώμῃ πρεσβευτήν, ὅστις ἀπέστειλε τὸν πρόξενον καὶ ἀπεφάσισε τὴν ἀποβολὴν αὐτοῦ ἀπὸ τὸ Λύκειον.: [20, 1904, 319, 1970]
paragraph: Ἡ δίκη θὰ συνεχισθῇ καὶ αὔριον.: [967, 1279, 1177, 1295]
romi-title: ΣΚΑΝΔΑΛΟΝ ΕΝ ΡΩΜΗ: [60, 1674, 279, 1725]
chem-cell: 33,356: [897, 606, 936, 620]
chem-cell: —: [925, 565, 936, 578]
